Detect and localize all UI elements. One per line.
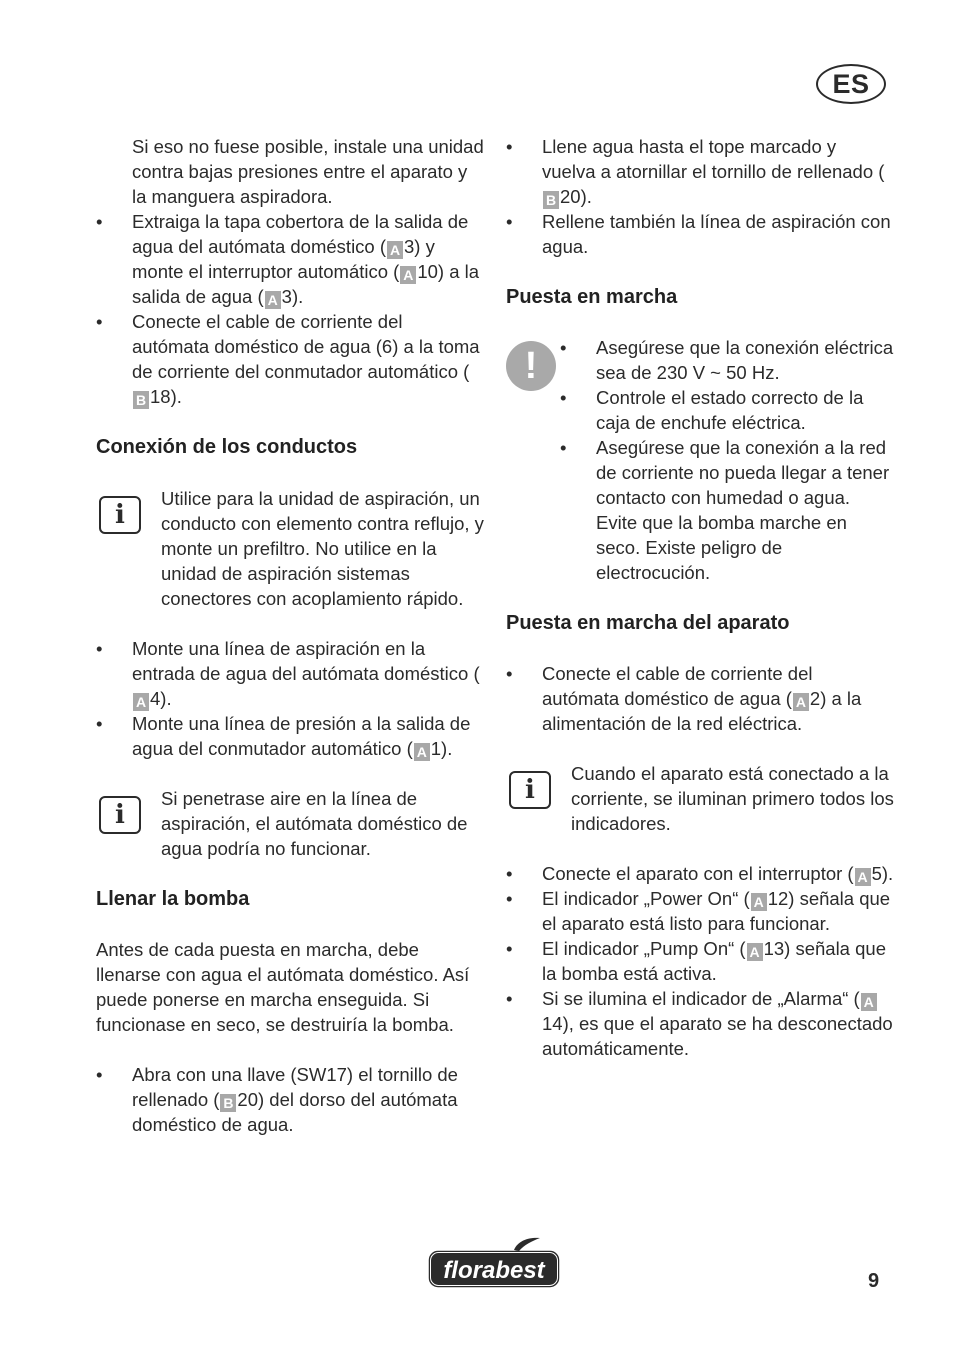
left-column [96,134,484,1137]
info-text: Cuando el aparato está conectado a la corriente, se iluminan primero todos los indicadores. [571,763,894,834]
list-item [96,209,484,309]
figure-ref-badge: A [414,743,430,761]
info-icon: i [99,496,141,534]
language-badge: ES [816,64,886,104]
list-item [96,1062,484,1137]
list-item [506,936,894,986]
list-item [506,886,894,936]
list-item [506,861,894,886]
item-text: Monte una línea de aspiración en la entrada de agua del autómata doméstico ( [132,638,480,684]
item-text: 13) señala que la bomba está activa. [542,938,886,984]
item-text: Abra con una llave (SW17) el tornillo de rellenado ( [132,1064,458,1110]
item-text: Conecte el aparato con el interruptor ( [542,863,854,884]
list-item [506,209,894,259]
figure-ref-badge: A [265,291,281,309]
figure-ref-badge: B [133,391,149,409]
info-note [96,486,484,611]
figure-ref-badge: A [855,868,871,886]
list-item [506,134,894,209]
item-text: 20). [560,186,592,207]
right-column [506,134,894,1061]
list-item [96,711,484,761]
item-text: 5). [871,863,894,884]
body-paragraph: Antes de cada puesta en marcha, debe llenarse con agua el autómata doméstico. Así puede ponerse en marcha enseguida. Si funcionase en seco, se destruiría la bomba. [96,939,470,1035]
list-item [96,636,484,711]
item-text: 4). [150,688,172,709]
page-number: 9 [868,1270,880,1292]
info-note [506,761,894,836]
item-text: 3). [281,286,304,307]
intro-paragraph: Si eso no fuese posible, instale una unidad contra bajas presiones entre el aparato y la manguera aspiradora. [132,136,484,207]
indicator-list [506,861,894,1061]
item-text: Conecte el cable de corriente del autómata doméstico de agua (6) a la toma de corriente del conmutador automático ( [132,311,480,382]
info-icon: i [509,771,551,809]
item-text: 2) a la alimentación de la red eléctrica. [542,688,862,734]
warning-note [506,335,894,585]
item-text: 3) y monte el interruptor automático ( [132,236,435,282]
info-note [96,786,484,861]
power-list [506,661,894,736]
list-item: • Asegúrese que la conexión eléctrica sea de 230 V ~ 50 Hz. [560,335,894,385]
item-text: 14), es que el aparato se ha desconectado automáticamente. [542,1013,893,1059]
figure-ref-badge: A [861,993,877,1011]
fill-list-continued [506,134,894,259]
item-text: Asegúrese que la conexión a la red de corriente no pueda llegar a tener contacto con humedad o agua. [596,437,890,508]
item-text: El indicador „Power On“ ( [542,888,750,909]
mounting-list [96,209,484,409]
info-text: Si penetrase aire en la línea de aspiración, el autómata doméstico de agua podría no funcionar. [161,788,468,859]
info-text: Utilice para la unidad de aspiración, un conducto con elemento contra reflujo, y monte un prefiltro. No utilice en la unidad de aspiración sistemas conectores con acoplamiento rápido. [161,488,484,609]
item-text: Extraiga la tapa cobertora de la salida de agua del autómata doméstico ( [132,211,469,257]
item-text: 18). [150,386,182,407]
section-heading: Llenar la bomba [96,888,250,910]
item-text: 1). [430,738,453,759]
item-text: Si se ilumina el indicador de „Alarma“ ( [542,988,860,1009]
item-text: Conecte el cable de corriente del autómata doméstico de agua ( [542,663,813,709]
list-item: • Controle el estado correcto de la caja de enchufe eléctrica. [560,385,894,435]
section-heading: Puesta en marcha [506,286,678,308]
lines-list [96,636,484,761]
figure-ref-badge: A [387,241,403,259]
list-item [506,986,894,1061]
list-item [560,435,894,585]
list-item [506,661,894,736]
item-text: 20) del dorso del autómata doméstico de agua. [132,1089,458,1135]
figure-ref-badge: A [751,893,767,911]
item-text: 12) señala que el aparato está listo para funcionar. [542,888,891,934]
florabest-logo [426,1236,562,1290]
section-heading: Puesta en marcha del aparato [506,612,790,634]
figure-ref-badge: B [543,191,559,209]
warning-icon: ! [506,341,556,391]
fill-list [96,1062,484,1137]
info-icon: i [99,796,141,834]
figure-ref-badge: A [747,943,763,961]
logo-text: florabest [443,1257,545,1284]
list-item [96,309,484,409]
figure-ref-badge: A [400,266,416,284]
item-text: El indicador „Pump On“ ( [542,938,746,959]
section-heading: Conexión de los conductos [96,436,358,458]
item-text: Rellene también la línea de aspiración con agua. [542,211,891,257]
item-text: Monte una línea de presión a la salida de agua del conmutador automático ( [132,713,471,759]
warning-list [560,335,894,585]
figure-ref-badge: A [133,693,149,711]
figure-ref-badge: B [220,1094,236,1112]
item-text: 10) a la salida de agua ( [132,261,480,307]
item-text: Evite que la bomba marche en seco. Existe peligro de electrocución. [596,512,847,583]
figure-ref-badge: A [793,693,809,711]
item-text: Llene agua hasta el tope marcado y vuelva a atornillar el tornillo de rellenado ( [542,136,885,182]
